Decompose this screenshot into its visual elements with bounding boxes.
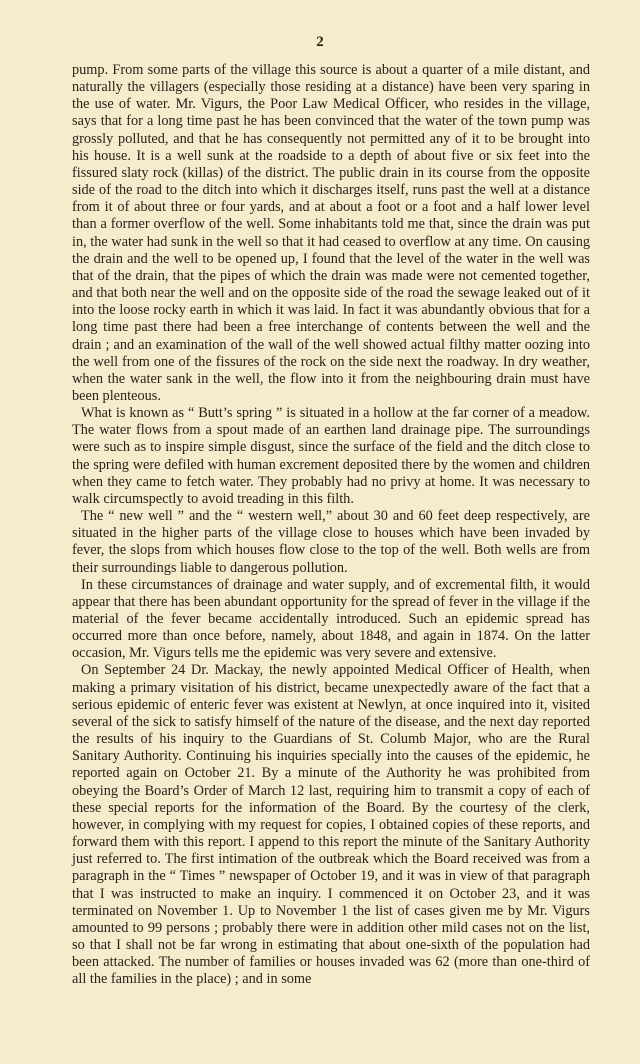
page-number: 2 (316, 34, 324, 50)
paragraph-butts-spring: What is known as “ Butt’s spring ” is situated in a hollow at the far corner of a meadow. The water flows from a spout made of an earthen land drainage pipe. The surroundings were such as to inspire simple disgust, since the surface of the field and the ditch close to the spring were defiled with human excrement deposited there by the women and children when they came to fetch water. They probably had no privy at home. It was necessary to walk circumspectly to avoid treading in this filth. (72, 405, 590, 507)
body-text (72, 62, 590, 988)
paragraph-wells: The “ new well ” and the “ western well,” about 30 and 60 feet deep respectively, are situated in the higher parts of the village close to houses which have been invaded by fever, the slops from which houses flow close to the top of the well. Both wells are from their surroundings liable to dangerous pollution. (72, 508, 590, 576)
paragraph-town-pump: pump. From some parts of the village this source is about a quarter of a mile distant, and naturally the villagers (especially those residing at a distance) have been very sparing in the use of water. Mr. Vigurs, the Poor Law Medical Officer, who resides in the village, says that for a long time past he has been convinced that the water of the town pump was grossly polluted, and that he has consequently not permitted any of it to be brought into his house. It is a well sunk at the roadside to a depth of about five or six feet into the fissured slaty rock (killas) of the district. The public drain in its course from the opposite side of the road to the ditch into which it discharges itself, runs past the well at a distance from it of about three or four yards, and at about a foot or a foot and a half lower level than a former overflow of the well. Some inhabitants told me that, since the drain was put in, the water had sunk in the well so that it had ceased to overflow at any time. On causing the drain and the well to be opened up, I found that the level of the water in the well was that of the drain, that the pipes of which the drain was made were not cemented together, and that both near the well and on the opposite side of the road the sewage leaked out of it into the loose rocky earth in which it was laid. In fact it was abundantly obvious that for a long time past there had been a free interchange of contents between the well and the drain ; and an examination of the wall of the well showed actual filthy matter oozing into the well from one of the fissures of the rock on the side next the roadway. In dry weather, when the water sank in the well, the flow into it from the neighbouring drain must have been plenteous. (72, 62, 590, 404)
paragraph-circumstances: In these circumstances of drainage and water supply, and of excremental filth, it would appear that there has been abundant opportunity for the spread of fever in the village if the material of the fever became accidentally introduced. Such an epidemic spread has occurred more than once before, namely, about 1848, and again in 1874. On the latter occasion, Mr. Vigurs tells me the epidemic was very severe and extensive. (72, 576, 590, 662)
paragraph-dr-mackay: On September 24 Dr. Mackay, the newly appointed Medical Officer of Health, when making a primary visitation of his district, became unexpectedly aware of the fact that a serious epidemic of enteric fever was existent at Newlyn, at once inquired into it, visited several of the sick to satisfy himself of the nature of the disease, and the next day reported the results of his inquiry to the Guardians of St. Columb Major, who are the Rural Sanitary Authority. Continuing his inquiries specially into the causes of the epidemic, he reported again on October 21. By a minute of the Authority he was prohibited from obeying the Board’s Order of March 12 last, requiring him to transmit a copy of each of these special reports for the information of the Board. By the courtesy of the clerk, however, in complying with my request for copies, I obtained copies of these reports, and forward them with this report. I append to this report the minute of the Sanitary Authority just referred to. The first intimation of the outbreak which the Board received was from a paragraph in the “ Times ” newspaper of October 19, and it was in view of that paragraph that I was instructed to make an inquiry. I commenced it on October 23, and it was terminated on November 1. Up to November 1 the list of cases given me by Mr. Vigurs amounted to 99 persons ; probably there were in addition other mild cases not on the list, so that I shall not be far wrong in estimating that about one-sixth of the population had been attacked. The number of families or houses invaded was 62 (more than one-third of all the families in the place) ; and in some (72, 662, 590, 988)
